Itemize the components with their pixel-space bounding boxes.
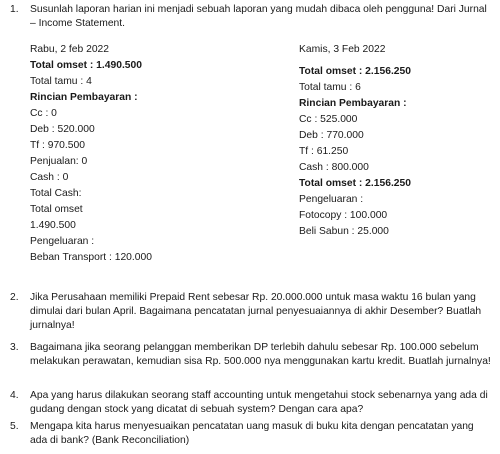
- question-number: 5.: [10, 421, 19, 432]
- question-number: 2.: [10, 292, 19, 303]
- question-text: Jika Perusahaan memiliki Prepaid Rent sebesar Rp. 20.000.000 untuk masa waktu 16 bulan yang dimulai dari bulan April. Bagaimana pencatatan jurnal penyesuaiannya di akhir Desember? Buatlah jurnalnya!: [30, 292, 482, 331]
- report-date: Kamis, 3 Feb 2022: [299, 44, 386, 55]
- question-5: [10, 420, 492, 448]
- report-kamis: [299, 43, 411, 241]
- deb-line: Deb : 770.000: [299, 130, 364, 141]
- question-text: Susunlah laporan harian ini menjadi sebuah laporan yang mudah dibaca oleh pengguna! Dari Jurnal – Income Statement.: [30, 4, 487, 29]
- rincian-heading: Rincian Pembayaran :: [30, 92, 138, 103]
- total-omset-value: 1.490.500: [30, 220, 76, 231]
- total-omset: Total omset : 2.156.250: [299, 66, 411, 77]
- beban-transport-line: Beban Transport : 120.000: [30, 252, 152, 263]
- tf-line: Tf : 970.500: [30, 140, 85, 151]
- question-number: 1.: [10, 4, 19, 15]
- total-omset-label: Total omset: [30, 204, 83, 215]
- question-text: Mengapa kita harus menyesuaikan pencatatan uang masuk di buku kita dengan pencatatan yang ada di bank? (Bank Reconciliation): [30, 421, 474, 446]
- fotocopy-line: Fotocopy : 100.000: [299, 210, 388, 221]
- penjualan-line: Penjualan: 0: [30, 156, 88, 167]
- report-date: Rabu, 2 feb 2022: [30, 44, 110, 55]
- total-tamu: Total tamu : 6: [299, 82, 361, 93]
- rincian-heading: Rincian Pembayaran :: [299, 98, 407, 109]
- pengeluaran-heading: Pengeluaran :: [299, 194, 364, 205]
- pengeluaran-heading: Pengeluaran :: [30, 236, 95, 247]
- tf-line: Tf : 61.250: [299, 146, 349, 157]
- cc-line: Cc : 525.000: [299, 114, 358, 125]
- question-text: Bagaimana jika seorang pelanggan memberikan DP terlebih dahulu sebesar Rp. 100.000 sebelum melakukan perawatan, kemudian sisa Rp. 500.000 nya menggunakan kartu kredit. Buatlah jurnalnya!: [30, 342, 491, 367]
- question-4: [10, 389, 492, 417]
- total-tamu: Total tamu : 4: [30, 76, 92, 87]
- beli-sabun-line: Beli Sabun : 25.000: [299, 226, 389, 237]
- cash-line: Cash : 800.000: [299, 162, 369, 173]
- question-2: [10, 291, 492, 333]
- report-rabu: [30, 43, 152, 267]
- cc-line: Cc : 0: [30, 108, 57, 119]
- question-text: Apa yang harus dilakukan seorang staff accounting untuk mengetahui stock sebenarnya yang ada di gudang dengan stock yang dicatat di sebuah system? Dengan cara apa?: [30, 390, 488, 415]
- deb-line: Deb : 520.000: [30, 124, 95, 135]
- question-number: 3.: [10, 342, 19, 353]
- cash-line: Cash : 0: [30, 172, 69, 183]
- total-omset: Total omset : 1.490.500: [30, 60, 142, 71]
- total-cash-line: Total Cash:: [30, 188, 82, 199]
- question-1: [10, 3, 492, 31]
- question-number: 4.: [10, 390, 19, 401]
- total-omset-repeat: Total omset : 2.156.250: [299, 178, 411, 189]
- question-3: [10, 341, 492, 369]
